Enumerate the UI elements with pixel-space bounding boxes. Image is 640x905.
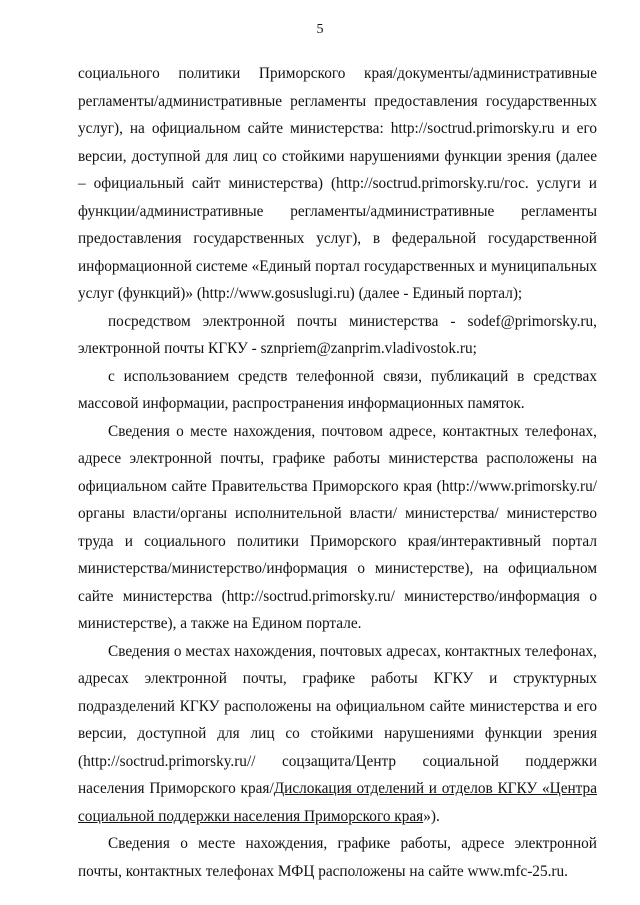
paragraph-email: посредством электронной почты министерства - sodef@primorsky.ru, электронной почты КГКУ - sznpriem@zanprim.vladivostok.ru; — [78, 312, 597, 357]
paragraph-mfc-location: Сведения о месте нахождения, графике работы, адресе электронной почты, контактных телефонах МФЦ расположены на сайте www.mfc-25.ru. — [78, 835, 597, 880]
paragraph-kgku-text-after: »). — [423, 807, 440, 825]
paragraph-kgku-text-before: Сведения о местах нахождения, почтовых адресах, контактных телефонах, адресах электронной почты, графике работы КГКУ и структурных подразделений КГКУ расположены на официальном сайте министерства и его версии, доступной для лиц со стойкими нарушениями функции зрения (http://soctrud.primorsky.ru// соцзащита/Центр социальной поддержки населения Приморского края/ — [78, 642, 597, 797]
paragraph-ministry-location: Сведения о месте нахождения, почтовом адресе, контактных телефонах, адресе электронной почты, графике работы министерства расположены на официальном сайте Правительства Приморского края (http://www.primorsky.ru/органы власти/органы исполнительной власти/ министерства/ министерство труда и социального политики Приморского края/интерактивный портал министерства/министерство/информация о министерстве), на официальном сайте министерства (http://soctrud.primorsky.ru/ министерство/информация о министерстве), а также на Едином портале. — [78, 422, 597, 632]
paragraph-continuation: социального политики Приморского края/документы/административные регламенты/административные регламенты предоставления государственных услуг), на официальном сайте министерства: http://soctrud.primorsky.ru и его версии, доступной для лиц со стойкими нарушениями функции зрения (далее – официальный сайт министерства) (http://soctrud.primorsky.ru/гос. услуги и функции/административные регламенты/административные регламенты предоставления государственных услуг), в федеральной государственной информационной системе «Единый портал государственных и муниципальных услуг (функций)» (http://www.gosuslugi.ru) (далее - Единый портал); — [78, 65, 597, 302]
paragraph-kgku-location — [78, 638, 597, 831]
page-number: 5 — [316, 22, 324, 37]
paragraph-phone-media: с использованием средств телефонной связи, публикаций в средствах массовой информации, распространения информационных памяток. — [78, 367, 597, 412]
kgku-dislocation-link[interactable]: Дислокация отделений и отделов КГКУ «Центра социальной поддержки населения Приморского края — [78, 780, 597, 825]
document-body — [78, 60, 597, 885]
